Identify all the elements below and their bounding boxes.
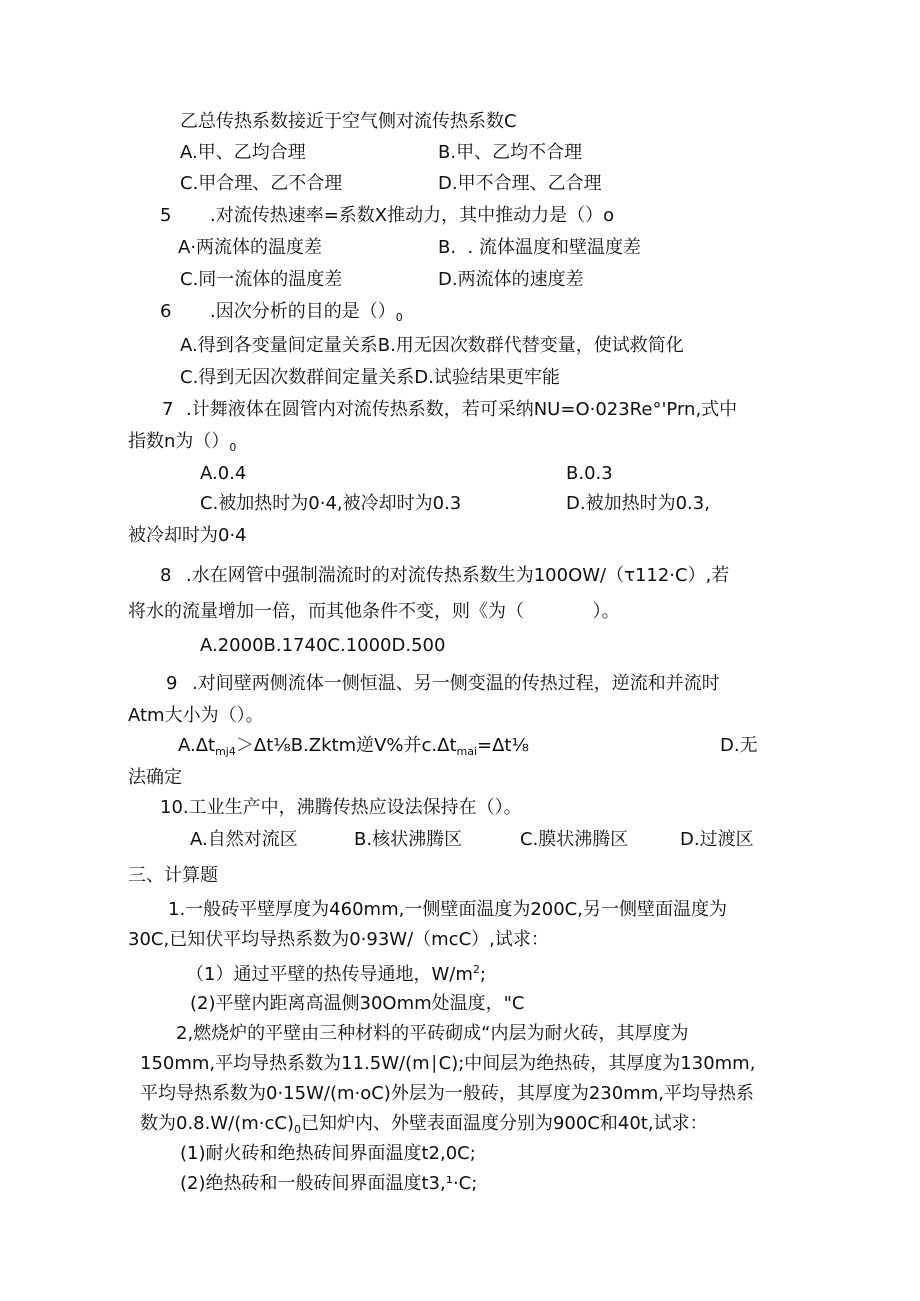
text-line: A.得到各变量间定量关系B.用无因次数群代替变量，使试救简化 bbox=[180, 335, 684, 356]
sub-question: (2)绝热砖和一般砖间界面温度t3,¹·C; bbox=[180, 1173, 478, 1194]
option-a: A·两流体的温度差 bbox=[178, 237, 323, 258]
option-c: C.被加热时为0·4,被冷却时为0.3 bbox=[200, 493, 462, 514]
text-line: C.得到无因次数群间定量关系D.试验结果更牢能 bbox=[180, 367, 560, 388]
option-d: D.无 bbox=[720, 735, 758, 756]
text-line: 乙总传热系数接近于空气侧对流传热系数C bbox=[180, 111, 517, 132]
question-text: .对间壁两侧流体一侧恒温、另一侧变温的传热过程，逆流和并流时 bbox=[192, 673, 720, 694]
option-a: A.0.4 bbox=[200, 463, 247, 484]
option-d: D.两流体的速度差 bbox=[438, 269, 584, 290]
question-number: 7 bbox=[162, 399, 174, 420]
problem-text: 平均导热系数为0·15W/(m·oC)外层为一般砖，其厚度为230mm,平均导热系 bbox=[140, 1083, 754, 1104]
question-number: 9 bbox=[166, 673, 178, 694]
question-number: 6 bbox=[160, 301, 172, 322]
option-b: B.核状沸腾区 bbox=[354, 829, 463, 850]
option-d: D.甲不合理、乙合理 bbox=[438, 173, 602, 194]
options-line: A.2000B.1740C.1000D.500 bbox=[200, 635, 446, 656]
sub-question: （1）通过平壁的热传导通地，$W/m^2$; bbox=[186, 963, 486, 985]
problem-text: 150mm,平均导热系数为11.5W/(m∣C);中间层为绝热砖，其厚度为130mm, bbox=[140, 1053, 756, 1074]
option-b: B. . 流体温度和壁温度差 bbox=[438, 237, 641, 258]
option-b: B.甲、乙均不合理 bbox=[438, 142, 583, 163]
text-line: 指数n为$()_0$ bbox=[128, 431, 237, 454]
option-a: A.自然对流区 bbox=[190, 829, 298, 850]
option-d: D.过渡区 bbox=[680, 829, 754, 850]
problem-text: 1.一般砖平壁厚度为460mm,一侧壁面温度为200C,另一侧壁面温度为 bbox=[168, 899, 727, 920]
problem-text: 30C,已知伏平均导热系数为0·93W/（mcC）,试求： bbox=[128, 929, 549, 950]
problem-text: 2,燃烧炉的平壁由三种材料的平砖砌成“内层为耐火砖，其厚度为 bbox=[176, 1023, 689, 1044]
option-d: D.被加热时为0.3, bbox=[566, 493, 710, 514]
question-text: .计舞液体在圆管内对流传热系数，若可采纳NU=O·023Re°'Prn,式中 bbox=[186, 399, 738, 420]
text-line: 将水的流量增加一倍，而其他条件不变，则《为（ ）。 bbox=[128, 601, 620, 622]
problem-text: 数为$0.8.W/(m\cdot cC)_0$已知炉内、外壁表面温度分别为900C和40t,试求： bbox=[140, 1113, 708, 1136]
text-line: Atm大小为（）。 bbox=[128, 705, 264, 726]
option-a: A.甲、乙均合理 bbox=[180, 142, 306, 163]
option-c: C.膜状沸腾区 bbox=[520, 829, 629, 850]
sub-question: (1)耐火砖和绝热砖间界面温度t2,0C; bbox=[180, 1143, 476, 1164]
text-line: 法确定 bbox=[128, 767, 182, 788]
options-line: $A.\Delta t_{mj4}>\Delta t\frac{1}{8}B.Zktm$逆V%并$c.\Delta t_{mai}=\Delta t\frac{1}{8}$ bbox=[178, 735, 529, 758]
option-b: B.0.3 bbox=[566, 463, 613, 484]
sub-question: (2)平壁内距离高温侧30Omm处温度，"C bbox=[190, 993, 525, 1014]
question-text: .因次分析的目的是$()_0$ bbox=[210, 301, 403, 324]
question-number: 5 bbox=[160, 205, 172, 226]
question-number: 8 bbox=[160, 565, 172, 586]
section-heading: 三、计算题 bbox=[128, 865, 218, 886]
option-c: C.甲合理、乙不合理 bbox=[180, 173, 343, 194]
question-text: .对流传热速率=系数X推动力，其中推动力是（）o bbox=[210, 205, 615, 226]
text-line: 被冷却时为0·4 bbox=[128, 525, 247, 546]
option-c: C.同一流体的温度差 bbox=[180, 269, 343, 290]
question-text: 10.工业生产中，沸腾传热应设法保持在（）。 bbox=[160, 797, 522, 818]
question-text: .水在网管中强制湍流时的对流传热系数生为100OW/（τ112·C）,若 bbox=[186, 565, 730, 586]
